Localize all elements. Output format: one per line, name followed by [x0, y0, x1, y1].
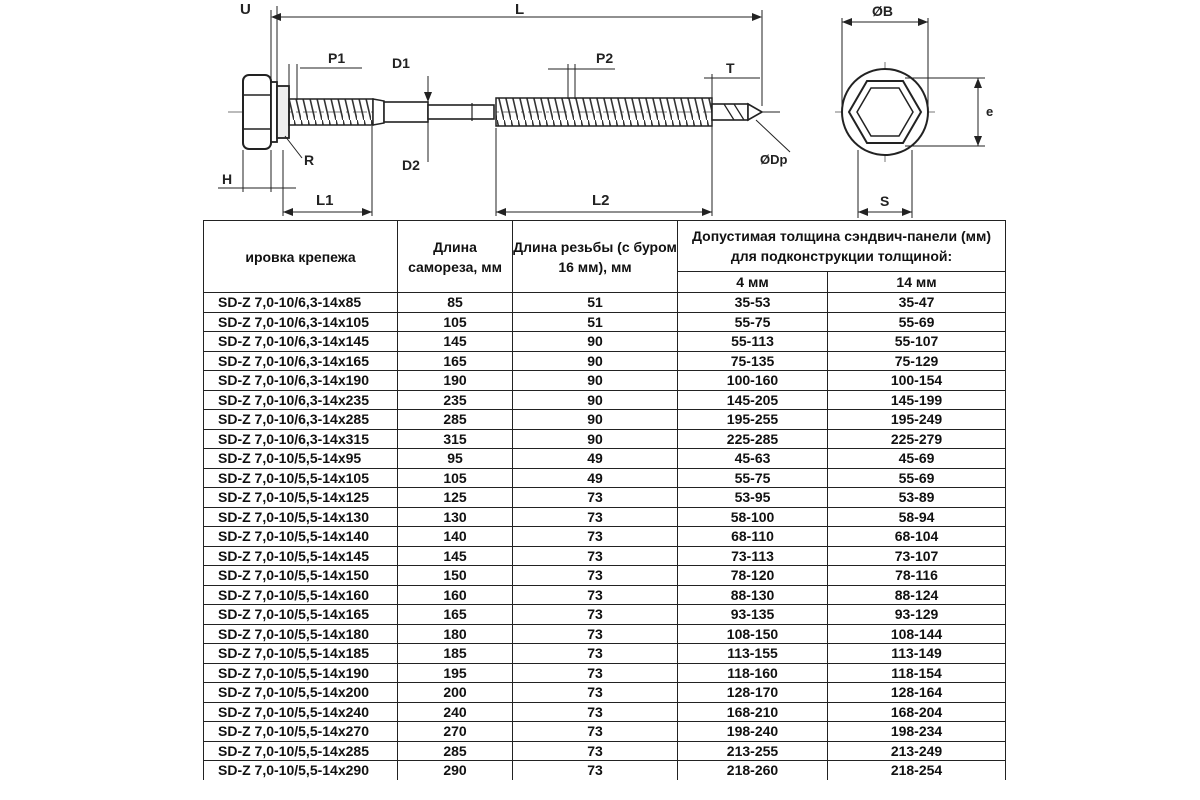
cell-thread-length: 73 [513, 663, 678, 683]
cell-thread-length: 73 [513, 722, 678, 742]
cell-length: 165 [398, 351, 513, 371]
table-row [204, 566, 1006, 586]
label-D1: D1 [392, 55, 410, 71]
cell-thickness-14mm: 113-149 [828, 644, 1006, 664]
cell-thread-length: 90 [513, 429, 678, 449]
screw-washer [277, 86, 289, 138]
table-row [204, 644, 1006, 664]
cell-thickness-4mm: 128-170 [678, 683, 828, 703]
cell-thickness-14mm: 88-124 [828, 585, 1006, 605]
cell-thickness-14mm: 218-254 [828, 761, 1006, 780]
dimension-L1 [283, 126, 372, 216]
cell-length: 285 [398, 410, 513, 430]
cell-thickness-4mm: 113-155 [678, 644, 828, 664]
cell-marking: SD-Z 7,0-10/5,5-14x285 [204, 741, 398, 761]
label-H: H [222, 171, 233, 187]
cell-thread-length: 49 [513, 468, 678, 488]
cell-thread-length: 73 [513, 546, 678, 566]
cell-thickness-4mm: 108-150 [678, 624, 828, 644]
cell-thickness-4mm: 198-240 [678, 722, 828, 742]
cell-length: 160 [398, 585, 513, 605]
table-row [204, 293, 1006, 313]
cell-thread-length: 90 [513, 351, 678, 371]
screw-shank-d1 [384, 102, 428, 122]
table-row [204, 702, 1006, 722]
cell-marking: SD-Z 7,0-10/5,5-14x105 [204, 468, 398, 488]
label-D2: D2 [402, 157, 420, 173]
cell-thickness-14mm: 195-249 [828, 410, 1006, 430]
header-sub-4mm: 4 мм [678, 272, 828, 293]
cell-thickness-4mm: 100-160 [678, 371, 828, 391]
table-row [204, 312, 1006, 332]
cell-thickness-14mm: 55-69 [828, 468, 1006, 488]
cell-length: 145 [398, 546, 513, 566]
screw-head [243, 75, 277, 149]
cell-length: 130 [398, 507, 513, 527]
cell-thickness-4mm: 213-255 [678, 741, 828, 761]
dimension-L2 [496, 122, 712, 216]
cell-marking: SD-Z 7,0-10/5,5-14x145 [204, 546, 398, 566]
cell-thread-length: 73 [513, 761, 678, 780]
cell-thread-length: 90 [513, 371, 678, 391]
label-U: U [240, 1, 251, 18]
cell-thickness-4mm: 75-135 [678, 351, 828, 371]
table-row [204, 488, 1006, 508]
table-row [204, 351, 1006, 371]
head-end-view [835, 3, 993, 218]
label-S: S [880, 193, 890, 209]
cell-thickness-4mm: 55-75 [678, 312, 828, 332]
cell-marking: SD-Z 7,0-10/5,5-14x185 [204, 644, 398, 664]
dimension-H [218, 150, 296, 192]
cell-thickness-4mm: 168-210 [678, 702, 828, 722]
cell-marking: SD-Z 7,0-10/6,3-14x105 [204, 312, 398, 332]
dimension-Dp [756, 112, 790, 167]
table-row [204, 546, 1006, 566]
cell-thickness-4mm: 218-260 [678, 761, 828, 780]
cell-thickness-14mm: 145-199 [828, 390, 1006, 410]
cell-thickness-14mm: 168-204 [828, 702, 1006, 722]
cell-thickness-14mm: 55-69 [828, 312, 1006, 332]
cell-length: 200 [398, 683, 513, 703]
cell-length: 270 [398, 722, 513, 742]
cell-marking: SD-Z 7,0-10/5,5-14x125 [204, 488, 398, 508]
cell-thickness-4mm: 195-255 [678, 410, 828, 430]
label-L1: L1 [316, 192, 334, 209]
cell-marking: SD-Z 7,0-10/5,5-14x270 [204, 722, 398, 742]
cell-thread-length: 73 [513, 507, 678, 527]
table-row [204, 741, 1006, 761]
table-row [204, 624, 1006, 644]
header-marking: ировка крепежа [204, 221, 398, 293]
cell-marking: SD-Z 7,0-10/6,3-14x190 [204, 371, 398, 391]
dimension-P2 [548, 50, 615, 99]
cell-thickness-14mm: 73-107 [828, 546, 1006, 566]
cell-marking: SD-Z 7,0-10/6,3-14x315 [204, 429, 398, 449]
cell-thread-length: 73 [513, 644, 678, 664]
cell-thickness-4mm: 73-113 [678, 546, 828, 566]
cell-thickness-14mm: 75-129 [828, 351, 1006, 371]
header-thread-length: Длина резьбы (с буром 16 мм), мм [513, 221, 678, 293]
table-row [204, 468, 1006, 488]
table-row [204, 585, 1006, 605]
cell-thread-length: 51 [513, 293, 678, 313]
cell-marking: SD-Z 7,0-10/6,3-14x235 [204, 390, 398, 410]
cell-thickness-14mm: 53-89 [828, 488, 1006, 508]
table-row [204, 683, 1006, 703]
cell-marking: SD-Z 7,0-10/5,5-14x290 [204, 761, 398, 780]
cell-thread-length: 73 [513, 605, 678, 625]
cell-thickness-4mm: 145-205 [678, 390, 828, 410]
label-e: e [986, 104, 994, 119]
cell-length: 240 [398, 702, 513, 722]
cell-thickness-4mm: 55-75 [678, 468, 828, 488]
cell-thickness-4mm: 68-110 [678, 527, 828, 547]
cell-length: 195 [398, 663, 513, 683]
dimension-T [704, 60, 760, 104]
cell-thickness-14mm: 55-107 [828, 332, 1006, 352]
cell-thread-length: 90 [513, 332, 678, 352]
cell-length: 315 [398, 429, 513, 449]
cell-marking: SD-Z 7,0-10/5,5-14x150 [204, 566, 398, 586]
cell-thread-length: 73 [513, 585, 678, 605]
cell-thickness-4mm: 35-53 [678, 293, 828, 313]
lower-thread [496, 98, 712, 126]
cell-length: 95 [398, 449, 513, 469]
table-row [204, 429, 1006, 449]
cell-thread-length: 73 [513, 566, 678, 586]
screw-shank-d2 [428, 105, 494, 119]
header-panel-thickness: Допустимая толщина сэндвич-панели (мм) для подконструкции толщиной: [678, 221, 1006, 272]
cell-length: 105 [398, 468, 513, 488]
cell-thickness-4mm: 225-285 [678, 429, 828, 449]
cell-marking: SD-Z 7,0-10/5,5-14x200 [204, 683, 398, 703]
cell-marking: SD-Z 7,0-10/5,5-14x180 [204, 624, 398, 644]
table-row [204, 410, 1006, 430]
upper-thread [289, 99, 384, 125]
cell-thickness-14mm: 58-94 [828, 507, 1006, 527]
cell-length: 180 [398, 624, 513, 644]
label-L: L [515, 1, 525, 18]
cell-thickness-14mm: 45-69 [828, 449, 1006, 469]
cell-thickness-14mm: 198-234 [828, 722, 1006, 742]
cell-thickness-4mm: 53-95 [678, 488, 828, 508]
cell-thread-length: 49 [513, 449, 678, 469]
table-row [204, 663, 1006, 683]
cell-marking: SD-Z 7,0-10/6,3-14x165 [204, 351, 398, 371]
cell-thread-length: 73 [513, 683, 678, 703]
cell-thickness-14mm: 108-144 [828, 624, 1006, 644]
cell-thickness-14mm: 213-249 [828, 741, 1006, 761]
label-P1: P1 [328, 50, 346, 66]
table-row [204, 449, 1006, 469]
cell-length: 85 [398, 293, 513, 313]
table-row [204, 332, 1006, 352]
cell-thickness-14mm: 35-47 [828, 293, 1006, 313]
cell-thickness-4mm: 93-135 [678, 605, 828, 625]
cell-marking: SD-Z 7,0-10/5,5-14x130 [204, 507, 398, 527]
cell-thread-length: 90 [513, 410, 678, 430]
cell-thread-length: 73 [513, 488, 678, 508]
cell-thread-length: 73 [513, 702, 678, 722]
cell-marking: SD-Z 7,0-10/6,3-14x285 [204, 410, 398, 430]
header-sub-14mm: 14 мм [828, 272, 1006, 293]
cell-length: 285 [398, 741, 513, 761]
label-T: T [726, 60, 735, 76]
label-P2: P2 [596, 50, 614, 66]
cell-thread-length: 73 [513, 741, 678, 761]
table-row [204, 507, 1006, 527]
table-row [204, 371, 1006, 391]
cell-length: 145 [398, 332, 513, 352]
cell-length: 125 [398, 488, 513, 508]
cell-marking: SD-Z 7,0-10/5,5-14x190 [204, 663, 398, 683]
cell-thread-length: 90 [513, 390, 678, 410]
cell-marking: SD-Z 7,0-10/5,5-14x165 [204, 605, 398, 625]
cell-marking: SD-Z 7,0-10/5,5-14x160 [204, 585, 398, 605]
cell-thread-length: 73 [513, 624, 678, 644]
table-row [204, 605, 1006, 625]
cell-length: 105 [398, 312, 513, 332]
label-R: R [304, 152, 315, 168]
cell-length: 140 [398, 527, 513, 547]
cell-thickness-14mm: 118-154 [828, 663, 1006, 683]
label-L2: L2 [592, 192, 610, 209]
cell-marking: SD-Z 7,0-10/5,5-14x95 [204, 449, 398, 469]
cell-thickness-4mm: 55-113 [678, 332, 828, 352]
cell-marking: SD-Z 7,0-10/6,3-14x85 [204, 293, 398, 313]
cell-thickness-14mm: 128-164 [828, 683, 1006, 703]
cell-thickness-4mm: 45-63 [678, 449, 828, 469]
cell-thread-length: 73 [513, 527, 678, 547]
table-row [204, 390, 1006, 410]
cell-thickness-14mm: 68-104 [828, 527, 1006, 547]
cell-length: 235 [398, 390, 513, 410]
table-row [204, 761, 1006, 780]
cell-length: 190 [398, 371, 513, 391]
table-row [204, 527, 1006, 547]
label-Dp: ØDp [760, 152, 788, 167]
cell-thickness-14mm: 78-116 [828, 566, 1006, 586]
cell-thickness-4mm: 78-120 [678, 566, 828, 586]
label-OB: ØB [872, 3, 893, 19]
dimension-P1 [289, 50, 362, 100]
table-row [204, 722, 1006, 742]
cell-thread-length: 51 [513, 312, 678, 332]
cell-thickness-14mm: 100-154 [828, 371, 1006, 391]
cell-marking: SD-Z 7,0-10/5,5-14x240 [204, 702, 398, 722]
fastener-spec-table [203, 220, 1006, 780]
cell-length: 165 [398, 605, 513, 625]
cell-thickness-14mm: 93-129 [828, 605, 1006, 625]
spec-table-body [204, 293, 1006, 780]
cell-thickness-4mm: 58-100 [678, 507, 828, 527]
cell-marking: SD-Z 7,0-10/5,5-14x140 [204, 527, 398, 547]
cell-length: 290 [398, 761, 513, 780]
cell-thickness-14mm: 225-279 [828, 429, 1006, 449]
screw-technical-drawing [0, 0, 1200, 222]
cell-thickness-4mm: 118-160 [678, 663, 828, 683]
header-length: Длина самореза, мм [398, 221, 513, 293]
cell-marking: SD-Z 7,0-10/6,3-14x145 [204, 332, 398, 352]
cell-length: 150 [398, 566, 513, 586]
cell-length: 185 [398, 644, 513, 664]
drill-tip [712, 104, 762, 120]
cell-thickness-4mm: 88-130 [678, 585, 828, 605]
